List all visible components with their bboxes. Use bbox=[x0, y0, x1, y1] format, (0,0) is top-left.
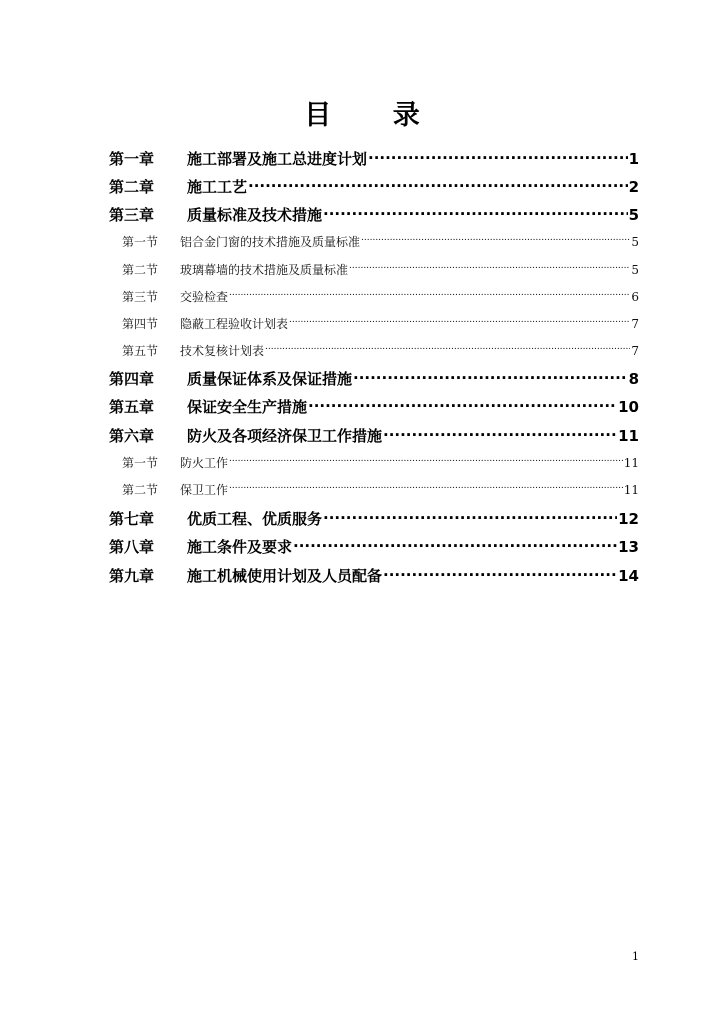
toc-entry-number: 第七章 bbox=[109, 510, 155, 528]
toc-entry-chapter-3[interactable] bbox=[109, 205, 639, 225]
toc-entry-label: 质量标准及技术措施 bbox=[187, 206, 323, 224]
toc-entry-page: 2 bbox=[628, 178, 639, 196]
toc-entry-page: 11 bbox=[623, 456, 639, 470]
toc-entry-label: 保卫工作 bbox=[180, 483, 229, 497]
toc-entry-label: 施工部署及施工总进度计划 bbox=[187, 150, 368, 168]
toc-entry-page: 6 bbox=[631, 290, 639, 304]
toc-entry-label: 隐蔽工程验收计划表 bbox=[180, 317, 289, 331]
toc-entry-chapter-9[interactable] bbox=[109, 566, 639, 586]
toc-entry-number: 第一章 bbox=[109, 150, 155, 168]
toc-entry-number: 第二节 bbox=[122, 483, 159, 497]
toc-entry-chapter-8[interactable] bbox=[109, 537, 639, 557]
toc-entry-number: 第二节 bbox=[122, 263, 159, 277]
dot-leader bbox=[361, 234, 630, 246]
dot-leader bbox=[323, 509, 617, 524]
dot-leader bbox=[229, 455, 623, 467]
toc-entry-page: 5 bbox=[628, 206, 639, 224]
toc-entry-chapter-7[interactable] bbox=[109, 509, 639, 529]
dot-leader bbox=[349, 262, 630, 274]
toc-entry-page: 12 bbox=[618, 510, 639, 528]
dot-leader bbox=[229, 482, 623, 494]
toc-entry-number: 第一节 bbox=[122, 456, 159, 470]
toc-entry-number: 第四节 bbox=[122, 317, 159, 331]
toc-entry-chapter-1[interactable] bbox=[109, 149, 639, 169]
page-number: 1 bbox=[632, 950, 639, 963]
toc-entry-label: 玻璃幕墙的技术措施及质量标准 bbox=[180, 263, 349, 277]
toc-entry-page: 7 bbox=[631, 317, 639, 331]
toc-entry-label: 优质工程、优质服务 bbox=[187, 510, 323, 528]
toc-entry-label: 防火及各项经济保卫工作措施 bbox=[187, 427, 383, 445]
toc-entry-page: 11 bbox=[618, 427, 639, 445]
dot-leader bbox=[265, 343, 630, 355]
toc-entry-number: 第九章 bbox=[109, 567, 155, 585]
toc-entry-number: 第三节 bbox=[122, 290, 159, 304]
toc-entry-label: 施工机械使用计划及人员配备 bbox=[187, 567, 383, 585]
toc-entry-section-3-5[interactable] bbox=[122, 343, 639, 359]
toc-entry-chapter-6[interactable] bbox=[109, 426, 639, 446]
dot-leader bbox=[368, 149, 628, 164]
toc-entry-page: 1 bbox=[628, 150, 639, 168]
toc-entry-page: 5 bbox=[631, 263, 639, 277]
toc-entry-page: 5 bbox=[631, 235, 639, 249]
dot-leader bbox=[229, 289, 630, 301]
toc-entry-chapter-2[interactable] bbox=[109, 177, 639, 197]
toc-entry-number: 第六章 bbox=[109, 427, 155, 445]
toc-entry-label: 施工条件及要求 bbox=[187, 538, 293, 556]
toc-entry-page: 11 bbox=[623, 483, 639, 497]
toc-entry-page: 8 bbox=[628, 370, 639, 388]
toc-entry-section-3-1[interactable] bbox=[122, 234, 639, 250]
toc-entry-label: 施工工艺 bbox=[187, 178, 248, 196]
toc-title: 目 录 bbox=[304, 100, 446, 131]
dot-leader bbox=[383, 426, 617, 441]
toc-entry-chapter-5[interactable] bbox=[109, 397, 639, 417]
toc-entry-page: 7 bbox=[631, 344, 639, 358]
toc-entry-section-3-3[interactable] bbox=[122, 289, 639, 305]
dot-leader bbox=[383, 566, 617, 581]
toc-entry-chapter-4[interactable] bbox=[109, 369, 639, 389]
toc-entry-label: 技术复核计划表 bbox=[180, 344, 265, 358]
dot-leader bbox=[308, 397, 617, 412]
dot-leader bbox=[293, 537, 617, 552]
toc-entry-number: 第二章 bbox=[109, 178, 155, 196]
toc-entry-label: 质量保证体系及保证措施 bbox=[187, 370, 353, 388]
toc-entry-label: 交验检查 bbox=[180, 290, 229, 304]
toc-entry-number: 第一节 bbox=[122, 235, 159, 249]
dot-leader bbox=[248, 177, 628, 192]
dot-leader bbox=[289, 316, 630, 328]
toc-entry-page: 13 bbox=[618, 538, 639, 556]
toc-entry-label: 防火工作 bbox=[180, 456, 229, 470]
toc-entry-label: 铝合金门窗的技术措施及质量标准 bbox=[180, 235, 361, 249]
toc-entry-section-3-4[interactable] bbox=[122, 316, 639, 332]
toc-entry-section-3-2[interactable] bbox=[122, 262, 639, 278]
toc-entry-page: 14 bbox=[618, 567, 639, 585]
toc-entry-number: 第八章 bbox=[109, 538, 155, 556]
toc-entry-label: 保证安全生产措施 bbox=[187, 398, 308, 416]
dot-leader bbox=[353, 369, 628, 384]
dot-leader bbox=[323, 205, 628, 220]
toc-entry-number: 第四章 bbox=[109, 370, 155, 388]
toc-entry-section-6-2[interactable] bbox=[122, 482, 639, 498]
toc-entry-section-6-1[interactable] bbox=[122, 455, 639, 471]
toc-entry-page: 10 bbox=[618, 398, 639, 416]
toc-entry-number: 第五节 bbox=[122, 344, 159, 358]
toc-entry-number: 第五章 bbox=[109, 398, 155, 416]
toc-entry-number: 第三章 bbox=[109, 206, 155, 224]
